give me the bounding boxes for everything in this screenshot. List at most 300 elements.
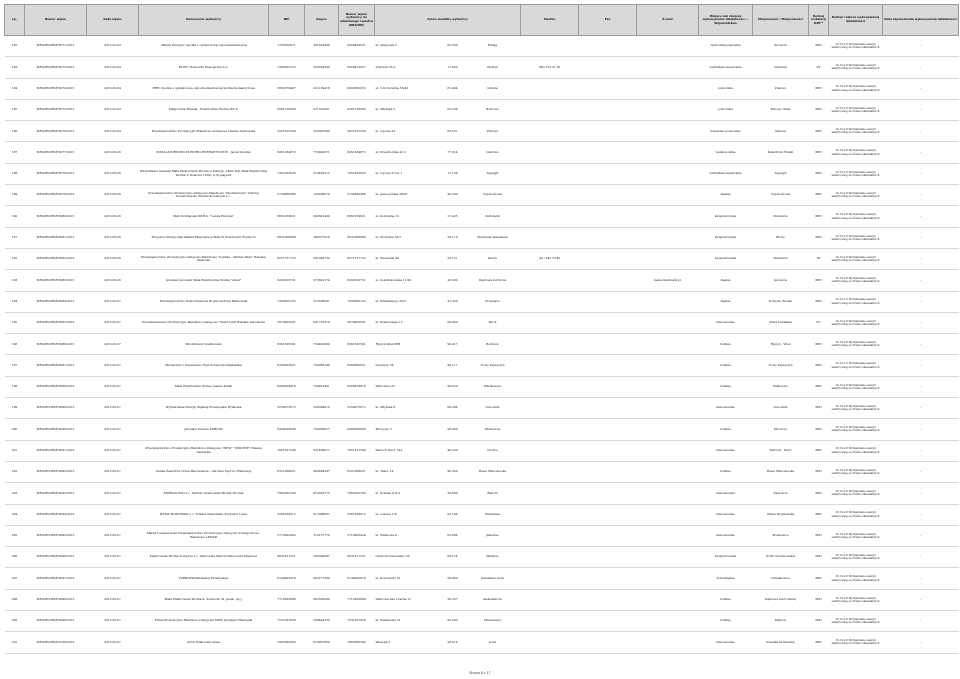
cell-voivodeship: mazowieckie xyxy=(699,632,753,653)
cell-end-date: – xyxy=(883,632,959,653)
cell-activity: 10.13.2.Z Wytwarzanie energii elektrycznej ze źródeł odnawialnych xyxy=(829,355,883,376)
cell-entry-date: 2015-05-04 xyxy=(87,57,139,78)
cell-municipality: Jaroszów xyxy=(753,270,809,291)
cell-installation-type: MEI xyxy=(809,632,829,653)
cell-phone xyxy=(521,163,579,184)
cell-installation-type: MEI xyxy=(809,99,829,120)
cell-producer-name: Przedsiębiorstwo Wielobranżowe Bogan Andrzej Bielkowski xyxy=(139,291,269,312)
cell-entry-number: MEOZE/DRSF/0080/2015 xyxy=(25,206,87,227)
cell-lp: 199 xyxy=(5,398,25,419)
cell-regon: 012388867 xyxy=(305,504,339,525)
cell-phone xyxy=(521,334,579,355)
cell-postal-code: 82-300 xyxy=(441,36,465,57)
cell-lp: 190 xyxy=(5,206,25,227)
cell-municipality: Dziadkowice xyxy=(753,568,809,589)
cell-krs: 6631006966 xyxy=(339,227,375,248)
cell-end-date: – xyxy=(883,611,959,632)
cell-street: ul. Kościelna 16 xyxy=(375,206,441,227)
cell-phone xyxy=(521,78,579,99)
cell-installation-type: MEI xyxy=(809,270,829,291)
col-fax: Fax xyxy=(579,5,637,36)
cell-municipality: Chmielów xyxy=(753,206,809,227)
cell-regon: 220381990 xyxy=(305,121,339,142)
cell-phone xyxy=(521,121,579,142)
cell-entry-date: 2015-05-07 xyxy=(87,525,139,546)
cell-entry-number: MEOZE/DRSF/0086/2015 xyxy=(25,334,87,355)
cell-regon: 281624498 xyxy=(305,36,339,57)
cell-activity: 10.13.2.Z Wytwarzanie energii elektrycznej ze źródeł odnawialnych xyxy=(829,185,883,206)
cell-fax xyxy=(579,589,637,610)
cell-email xyxy=(637,525,699,546)
cell-entry-number: MEOZE/DRSF/0094/2015 xyxy=(25,504,87,525)
cell-regon: 520384612 xyxy=(305,398,339,419)
cell-email xyxy=(637,206,699,227)
cell-installation-type: MEI xyxy=(809,227,829,248)
cell-regon: 750462989 xyxy=(305,334,339,355)
cell-activity: 10.13.2.Z Wytwarzanie energii elektrycznej ze źródeł odnawialnych xyxy=(829,291,883,312)
col-email: E-mail xyxy=(637,5,699,36)
cell-nip: 5670005631 xyxy=(269,312,305,333)
cell-entry-number: MEOZE/DRSF/0077/2015 xyxy=(25,142,87,163)
table-row xyxy=(5,611,959,632)
cell-postal-code: 99-417 xyxy=(441,334,465,355)
cell-lp: 182 xyxy=(5,36,25,57)
cell-city: Aleksandrów xyxy=(465,589,521,610)
cell-postal-code: 25-121 xyxy=(441,248,465,269)
cell-voivodeship: łódzkie xyxy=(699,589,753,610)
table-row xyxy=(5,440,959,461)
cell-producer-name: Gmina Żelechów Nowa Mazowiecka - Ośrodek Sportu i Rekreacji xyxy=(139,461,269,482)
cell-street: ul. Kramolonga 12 xyxy=(375,312,441,333)
cell-lp: 191 xyxy=(5,227,25,248)
cell-email xyxy=(637,419,699,440)
cell-regon: 750085346 xyxy=(305,355,339,376)
table-row xyxy=(5,312,959,333)
cell-municipality: Sypiąpli xyxy=(753,163,809,184)
cell-producer-name: Mała Elektrownia Wodna K. Sowiecki, M. Jacek, Sp.j. xyxy=(139,589,269,610)
cell-postal-code: 95-002 xyxy=(441,611,465,632)
cell-producer-name: Marcin Kitaczek P.P.H.U. "Lanza Energia" xyxy=(139,206,269,227)
cell-activity: 10.13.2.Z Wytwarzanie energii elektrycznej ze źródeł odnawialnych xyxy=(829,248,883,269)
cell-lp: 188 xyxy=(5,163,25,184)
cell-krs: 5921615229 xyxy=(339,121,375,142)
cell-postal-code: 26-110 xyxy=(441,227,465,248)
cell-krs: 5670005631 xyxy=(339,312,375,333)
cell-street: ul. Akacjowa 2 xyxy=(375,36,441,57)
cell-krs: 7430005125 xyxy=(339,291,375,312)
cell-installation-type: MEI xyxy=(809,504,829,525)
cell-phone xyxy=(521,355,579,376)
cell-lp: 193 xyxy=(5,270,25,291)
cell-voivodeship: świętokrzyskie xyxy=(699,248,753,269)
table-row xyxy=(5,589,959,610)
cell-producer-name: Przedsiębiorstwo Produkcyjno-Usługowo-Handlowe "Mechanrolus" Andrzej Kowalczewski, Roman Kowalczyk s.c. xyxy=(139,185,269,206)
cell-lp: 184 xyxy=(5,78,25,99)
cell-email xyxy=(637,142,699,163)
cell-street: ul. Kościuszki 19 xyxy=(375,568,441,589)
cell-street: ul. Ściszka 4 m 9 xyxy=(375,483,441,504)
cell-postal-code: 81-404 xyxy=(441,78,465,99)
cell-krs: 6490028806 xyxy=(339,419,375,440)
cell-installation-type: MEI xyxy=(809,291,829,312)
col-address: Adres siedziby wytwórcy xyxy=(375,5,521,36)
table-row xyxy=(5,270,959,291)
table-row xyxy=(5,206,959,227)
cell-entry-number: MEOZE/DRSF/0087/2015 xyxy=(25,355,87,376)
cell-city: Radom xyxy=(465,483,521,504)
cell-voivodeship: świętokrzyskie xyxy=(699,547,753,568)
cell-nip: 6490028806 xyxy=(269,419,305,440)
cell-end-date: – xyxy=(883,248,959,269)
cell-end-date: – xyxy=(883,291,959,312)
col-regon: Regon xyxy=(305,5,339,36)
cell-municipality: Lubowidz xyxy=(753,398,809,419)
cell-postal-code: 11-002 xyxy=(441,57,465,78)
cell-municipality: Rypiyn - Wieś xyxy=(753,334,809,355)
cell-city: Warszawa xyxy=(465,504,521,525)
cell-regon: 521409017 xyxy=(305,440,339,461)
cell-end-date: – xyxy=(883,206,959,227)
cell-city: Gdynia xyxy=(465,78,521,99)
cell-postal-code: 83-221 xyxy=(441,121,465,142)
cell-end-date: – xyxy=(883,547,959,568)
cell-phone xyxy=(521,589,579,610)
cell-lp: 210 xyxy=(5,632,25,653)
table-row xyxy=(5,355,959,376)
cell-end-date: – xyxy=(883,78,959,99)
cell-nip: 8361505591 xyxy=(269,334,305,355)
cell-entry-number: MEOZE/DRSF/0084/2015 xyxy=(25,291,87,312)
cell-nip: 8321008021 xyxy=(269,461,305,482)
cell-producer-name: ENERGO-EKO s.c. Dariusz Guzikowski Michał Wzorek xyxy=(139,483,269,504)
table-row xyxy=(5,483,959,504)
col-date: Data wpisu xyxy=(87,5,139,36)
table-row xyxy=(5,78,959,99)
cell-voivodeship: warmińsko-mazurskie xyxy=(699,163,753,184)
cell-producer-name: ELTEC Networks Energetyka S.A. xyxy=(139,57,269,78)
cell-regon: 150298074 xyxy=(305,185,339,206)
cell-city: Gózd xyxy=(465,632,521,653)
cell-entry-date: 2015-05-06 xyxy=(87,163,139,184)
cell-lp: 197 xyxy=(5,355,25,376)
cell-entry-number: MEOZE/DRSF/0078/2015 xyxy=(25,163,87,184)
cell-lp: 203 xyxy=(5,483,25,504)
cell-krs: 7451952626 xyxy=(339,163,375,184)
cell-end-date: – xyxy=(883,355,959,376)
cell-phone xyxy=(521,270,579,291)
cell-installation-type: MEI xyxy=(809,36,829,57)
cell-lp: 209 xyxy=(5,611,25,632)
cell-voivodeship: łódzkie xyxy=(699,376,753,397)
cell-activity: 10.13.2.Z Wytwarzanie energii elektrycznej ze źródeł odnawialnych xyxy=(829,568,883,589)
cell-entry-date: 2015-05-07 xyxy=(87,632,139,653)
cell-fax xyxy=(579,163,637,184)
cell-entry-date: 2015-05-07 xyxy=(87,398,139,419)
cell-entry-number: MEOZE/DRSF/0090/2015 xyxy=(25,419,87,440)
table-header-row xyxy=(5,5,959,36)
cell-fax xyxy=(579,78,637,99)
cell-regon: 590444533 xyxy=(305,611,339,632)
cell-activity: 10.13.2.Z Wytwarzanie energii elektrycznej ze źródeł odnawialnych xyxy=(829,312,883,333)
table-row xyxy=(5,57,959,78)
cell-entry-date: 2015-05-06 xyxy=(87,142,139,163)
cell-email xyxy=(637,291,699,312)
cell-lp: 185 xyxy=(5,99,25,120)
cell-krs: 8280234818 xyxy=(339,376,375,397)
cell-city: Częstochowa xyxy=(465,185,521,206)
cell-installation-type: Wi xyxy=(809,248,829,269)
cell-fax xyxy=(579,206,637,227)
cell-phone xyxy=(521,440,579,461)
cell-municipality: Rawa Mazowiecka xyxy=(753,461,809,482)
cell-voivodeship: łódzkie xyxy=(699,419,753,440)
cell-end-date: – xyxy=(883,99,959,120)
cell-municipality: Częstochowa xyxy=(753,185,809,206)
cell-entry-date: 2015-05-06 xyxy=(87,206,139,227)
cell-street: ul. Pilzańskiego 30/3 xyxy=(375,291,441,312)
cell-entry-date: 2015-05-07 xyxy=(87,483,139,504)
cell-regon: 324534390 xyxy=(305,57,339,78)
cell-email xyxy=(637,185,699,206)
cell-entry-number: MEOZE/DRSF/0072/2015 xyxy=(25,57,87,78)
cell-street: ul. Jasnogórska 38/25 xyxy=(375,185,441,206)
cell-postal-code: 26-600 xyxy=(441,483,465,504)
cell-producer-name: Artur Wilkowski Anwa xyxy=(139,632,269,653)
cell-municipality: Stara Łubianka xyxy=(753,312,809,333)
cell-email xyxy=(637,547,699,568)
cell-city: Prusiejów xyxy=(465,291,521,312)
cell-producer-name: Przedsiębiorstwo Produkcyjno-Usługowo-Handlowe "Celinka - Marian Walo" Wiesław Stańczak xyxy=(139,248,269,269)
cell-nip: 7430005125 xyxy=(269,291,305,312)
cell-email xyxy=(637,398,699,419)
cell-nip: 7651521299 xyxy=(269,440,305,461)
cell-city: Kamienna Góra xyxy=(465,568,521,589)
cell-entry-number: MEOZE/DRSF/0071/2015 xyxy=(25,36,87,57)
cell-municipality: Młynów xyxy=(753,611,809,632)
cell-municipality: Chmielów xyxy=(753,248,809,269)
cell-street: ul. Przechodnia 4/12 xyxy=(375,142,441,163)
col-lp: Lp. xyxy=(5,5,25,36)
cell-voivodeship: warmińsko-mazurskie xyxy=(699,57,753,78)
cell-city: Kielce xyxy=(465,248,521,269)
cell-street: ul. Lipowa 3 lok. 1 xyxy=(375,163,441,184)
cell-activity: 10.13.2.Z Wytwarzanie energii elektrycznej ze źródeł odnawialnych xyxy=(829,376,883,397)
cell-municipality: Górki Szczukowskie xyxy=(753,547,809,568)
cell-krs: 9581158060 xyxy=(339,99,375,120)
cell-entry-date: 2015-05-04 xyxy=(87,99,139,120)
cell-installation-type: MEI xyxy=(809,398,829,419)
cell-lp: 183 xyxy=(5,57,25,78)
cell-entry-number: MEOZE/DRSF/0074/2015 xyxy=(25,78,87,99)
cell-email xyxy=(637,78,699,99)
cell-activity: 10.13.2.Z Wytwarzanie energii elektrycznej ze źródeł odnawialnych xyxy=(829,334,883,355)
cell-fax xyxy=(579,291,637,312)
cell-krs: 7531057956 xyxy=(339,611,375,632)
cell-lp: 204 xyxy=(5,504,25,525)
cell-activity: 10.13.2.Z Wytwarzanie energii elektrycznej ze źródeł odnawialnych xyxy=(829,632,883,653)
cell-postal-code: 03-144 xyxy=(441,504,465,525)
cell-nip: 8360092921 xyxy=(269,355,305,376)
cell-street: ul. Lipowa 23 xyxy=(375,121,441,142)
cell-fax xyxy=(579,568,637,589)
cell-fax xyxy=(579,334,637,355)
cell-postal-code: 77-314 xyxy=(441,142,465,163)
cell-installation-type: EC xyxy=(809,312,829,333)
cell-email xyxy=(637,57,699,78)
cell-entry-date: 2015-05-07 xyxy=(87,440,139,461)
cell-fax xyxy=(579,461,637,482)
cell-regon: 290540697 xyxy=(305,547,339,568)
cell-phone xyxy=(521,99,579,120)
cell-postal-code: 27-425 xyxy=(441,206,465,227)
cell-fax xyxy=(579,57,637,78)
cell-municipality: Zamoście xyxy=(753,483,809,504)
cell-nip: 7962993264 xyxy=(269,632,305,653)
cell-regon: 273822174 xyxy=(305,270,339,291)
cell-krs: 0000413827 xyxy=(339,57,375,78)
cell-entry-number: MEOZE/DRSF/0100/2015 xyxy=(25,632,87,653)
cell-municipality: Świecie xyxy=(753,121,809,142)
cell-municipality: Smroch - Dwór xyxy=(753,440,809,461)
cell-entry-date: 2015-05-07 xyxy=(87,334,139,355)
cell-street: ul. Młyńska 2 xyxy=(375,99,441,120)
cell-email xyxy=(637,568,699,589)
cell-municipality: Żukowo xyxy=(753,78,809,99)
cell-installation-type: MEI xyxy=(809,121,829,142)
cell-producer-name: „Wanny Energia” Spółka z ograniczoną odpowiedzialnością xyxy=(139,36,269,57)
cell-activity: 10.13.2.Z Wytwarzanie energii elektrycznej ze źródeł odnawialnych xyxy=(829,611,883,632)
cell-regon: 001725318 xyxy=(305,312,339,333)
cell-installation-type: MEI xyxy=(809,483,829,504)
cell-city: Debrzno xyxy=(465,142,521,163)
cell-nip: 8631611221 xyxy=(269,547,305,568)
cell-fax xyxy=(579,440,637,461)
cell-end-date: – xyxy=(883,504,959,525)
cell-municipality: Dąbrowa nad Czarną xyxy=(753,589,809,610)
cell-nip: 5730480486 xyxy=(269,185,305,206)
cell-street: ul. Wiosenna 48 xyxy=(375,248,441,269)
cell-phone xyxy=(521,483,579,504)
table-row xyxy=(5,547,959,568)
cell-phone xyxy=(521,525,579,546)
cell-nip: 6571757722 xyxy=(269,248,305,269)
table-row xyxy=(5,376,959,397)
cell-fax xyxy=(579,419,637,440)
cell-phone xyxy=(521,185,579,206)
cell-nip: 5862379407 xyxy=(269,78,305,99)
cell-end-date: – xyxy=(883,376,959,397)
cell-krs: 5730480486 xyxy=(339,185,375,206)
cell-krs: 7712632898 xyxy=(339,589,375,610)
cell-nip: 5921615229 xyxy=(269,121,305,142)
cell-end-date: – xyxy=(883,419,959,440)
cell-city: Elbląg xyxy=(465,36,521,57)
cell-municipality: Kalsztrzyn Wielki xyxy=(753,142,809,163)
cell-voivodeship: wielkopolskie xyxy=(699,142,753,163)
cell-krs: 8631611221 xyxy=(339,547,375,568)
cell-krs: 8360092921 xyxy=(339,355,375,376)
cell-email xyxy=(637,355,699,376)
cell-lp: 195 xyxy=(5,312,25,333)
cell-end-date: – xyxy=(883,440,959,461)
cell-entry-number: MEOZE/DRSF/0093/2015 xyxy=(25,483,87,504)
cell-producer-name: MLEW MOKOWSKI s.c. Tomasz Walosiński, Krzysztof Lipko xyxy=(139,504,269,525)
cell-activity: 10.13.2.Z Wytwarzanie energii elektrycznej ze źródeł odnawialnych xyxy=(829,547,883,568)
cell-phone: (89) 512 21 06 xyxy=(521,57,579,78)
cell-entry-number: MEOZE/DRSF/0095/2015 xyxy=(25,525,87,546)
cell-entry-number: MEOZE/DRSF/0085/2015 xyxy=(25,312,87,333)
cell-city: Skrzeszewy xyxy=(465,611,521,632)
cell-email xyxy=(637,589,699,610)
cell-entry-date: 2015-05-04 xyxy=(87,78,139,99)
register-table xyxy=(4,4,959,654)
cell-phone xyxy=(521,504,579,525)
cell-activity: 10.13.2.Z Wytwarzanie energii elektrycznej ze źródeł odnawialnych xyxy=(829,398,883,419)
cell-phone xyxy=(521,568,579,589)
cell-entry-date: 2015-05-06 xyxy=(87,185,139,206)
cell-voivodeship: mazowieckie xyxy=(699,440,753,461)
table-row xyxy=(5,291,959,312)
table-row xyxy=(5,504,959,525)
cell-entry-number: MEOZE/DRSF/0083/2015 xyxy=(25,270,87,291)
cell-installation-type: MEI xyxy=(809,206,829,227)
cell-city: Nowy Kawęczyn xyxy=(465,355,521,376)
cell-krs: 7651521299 xyxy=(339,440,375,461)
cell-phone xyxy=(521,142,579,163)
cell-entry-date: 2015-05-07 xyxy=(87,547,139,568)
cell-postal-code: 46-229 xyxy=(441,440,465,461)
cell-nip: 7712632898 xyxy=(269,589,305,610)
table-row xyxy=(5,227,959,248)
cell-postal-code: 98-400 xyxy=(441,419,465,440)
col-nip: NIP xyxy=(269,5,305,36)
col-voivodeship: Miejsce lub miejsca wykonywania działalności — Województwo xyxy=(699,5,753,36)
cell-fax xyxy=(579,36,637,57)
cell-postal-code: 11-134 xyxy=(441,163,465,184)
cell-city: Wartkowice xyxy=(465,376,521,397)
cell-fax xyxy=(579,632,637,653)
cell-voivodeship: dolnośląskie xyxy=(699,568,753,589)
cell-nip: 6292016731 xyxy=(269,270,305,291)
cell-phone xyxy=(521,419,579,440)
cell-installation-type: MEI xyxy=(809,355,829,376)
cell-fax xyxy=(579,185,637,206)
cell-entry-number: MEOZE/DRSF/0082/2015 xyxy=(25,248,87,269)
cell-installation-type: MEI xyxy=(809,78,829,99)
cell-nip: 7531057956 xyxy=(269,611,305,632)
cell-nip: 7962305700 xyxy=(269,483,305,504)
cell-regon: 670967804 xyxy=(305,632,339,653)
cell-lp: 201 xyxy=(5,440,25,461)
cell-entry-date: 2015-05-07 xyxy=(87,376,139,397)
cell-entry-date: 2015-05-07 xyxy=(87,504,139,525)
cell-entry-date: 2015-05-06 xyxy=(87,248,139,269)
cell-producer-name: Elektrownia Wodna Podgórze s.c. Zabrowski Marcin Zabrowski Zbigniew xyxy=(139,547,269,568)
cell-municipality: Kobusie, Rozaik xyxy=(753,291,809,312)
cell-installation-type: MEI xyxy=(809,334,829,355)
cell-lp: 208 xyxy=(5,589,25,610)
cell-regon: 221139418 xyxy=(305,78,339,99)
cell-email xyxy=(637,312,699,333)
cell-activity: 10.13.2.Z Wytwarzanie energii elektrycznej ze źródeł odnawialnych xyxy=(829,57,883,78)
cell-fax xyxy=(579,99,637,120)
cell-voivodeship: łódzkie xyxy=(699,355,753,376)
cell-lp: 200 xyxy=(5,419,25,440)
cell-voivodeship: świętokrzyskie xyxy=(699,206,753,227)
cell-municipality: Wólka Mogilewska xyxy=(753,504,809,525)
cell-street: Wissoka 5 xyxy=(375,632,441,653)
cell-krs: 5281639012 xyxy=(339,504,375,525)
